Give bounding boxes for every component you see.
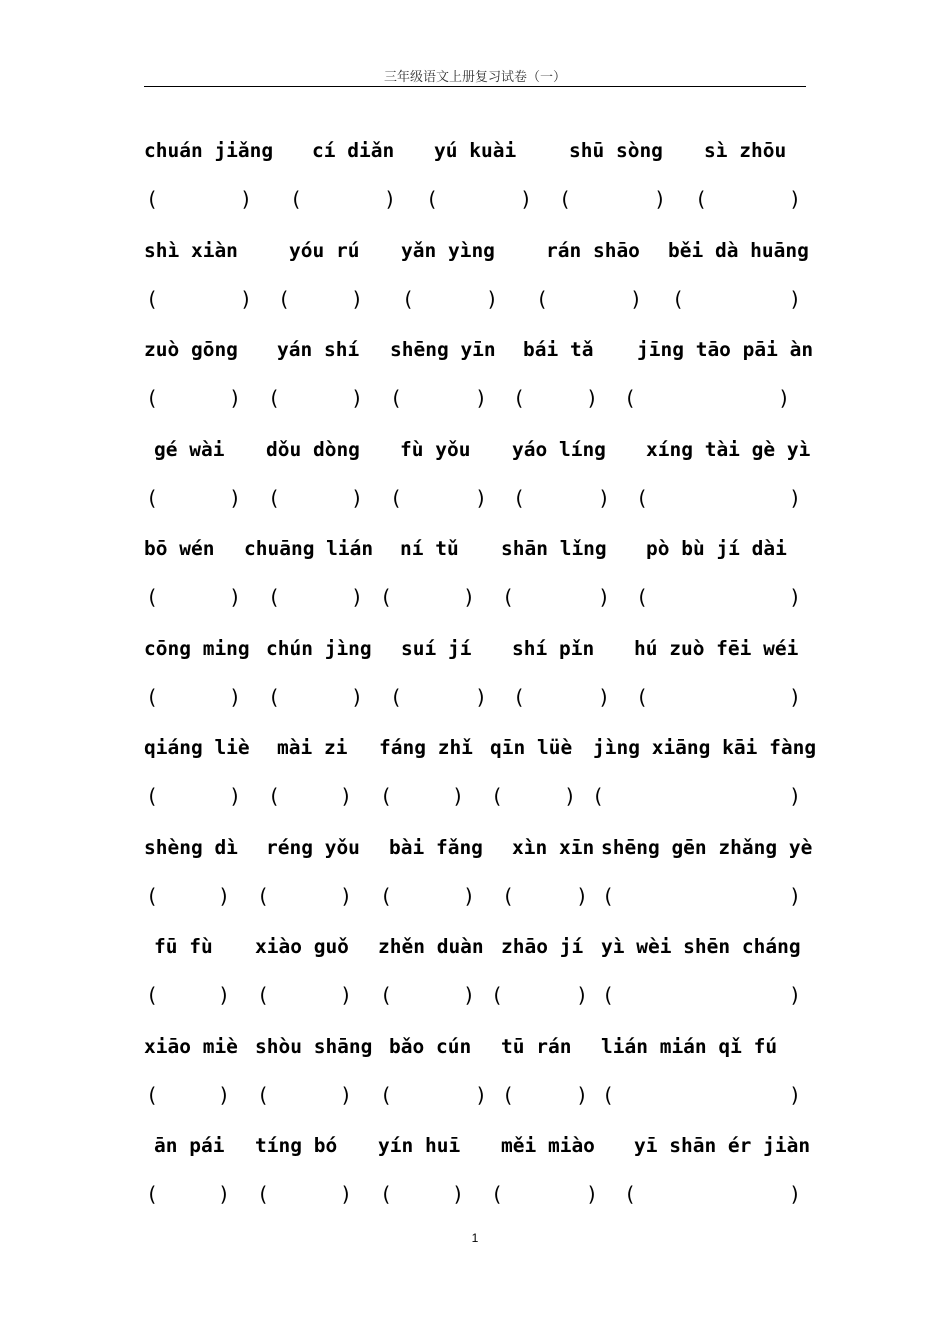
- close-paren: ): [351, 386, 364, 410]
- open-paren: (: [146, 486, 159, 510]
- pinyin-word: rán shāo: [546, 239, 640, 262]
- close-paren: ): [218, 983, 231, 1007]
- close-paren: ): [384, 187, 397, 211]
- close-paren: ): [351, 486, 364, 510]
- pinyin-word: yì wèi shēn cháng: [601, 935, 801, 958]
- close-paren: ): [229, 585, 242, 609]
- open-paren: (: [146, 386, 159, 410]
- open-paren: (: [146, 884, 159, 908]
- pinyin-word: fù yǒu: [400, 438, 471, 461]
- pinyin-word: zuò gōng: [144, 338, 238, 361]
- open-paren: (: [695, 187, 708, 211]
- close-paren: ): [789, 983, 802, 1007]
- pinyin-word: réng yǒu: [266, 836, 360, 859]
- open-paren: (: [602, 983, 615, 1007]
- answer-blank-row: [144, 484, 806, 512]
- pinyin-row: [144, 1033, 806, 1061]
- close-paren: ): [586, 386, 599, 410]
- pinyin-word: xiào guǒ: [255, 935, 349, 958]
- close-paren: ): [789, 685, 802, 709]
- close-paren: ): [463, 983, 476, 1007]
- close-paren: ): [229, 784, 242, 808]
- pinyin-word: běi dà huāng: [668, 239, 809, 262]
- close-paren: ): [229, 486, 242, 510]
- pinyin-word: fáng zhǐ: [379, 736, 473, 759]
- pinyin-word: shū sòng: [569, 139, 663, 162]
- close-paren: ): [789, 287, 802, 311]
- open-paren: (: [146, 585, 159, 609]
- pinyin-word: shēng yīn: [390, 338, 496, 361]
- open-paren: (: [380, 784, 393, 808]
- answer-blank-row: [144, 981, 806, 1009]
- close-paren: ): [240, 287, 253, 311]
- close-paren: ): [463, 585, 476, 609]
- open-paren: (: [257, 1083, 270, 1107]
- open-paren: (: [513, 486, 526, 510]
- open-paren: (: [268, 486, 281, 510]
- pinyin-word: xiāo miè: [144, 1035, 238, 1058]
- pinyin-word: yóu rú: [289, 239, 360, 262]
- pinyin-word: yán shí: [277, 338, 360, 361]
- open-paren: (: [380, 1182, 393, 1206]
- pinyin-word: ní tǔ: [400, 537, 459, 560]
- open-paren: (: [502, 585, 515, 609]
- open-paren: (: [513, 386, 526, 410]
- pinyin-word: jīng tāo pāi àn: [637, 338, 814, 361]
- close-paren: ): [452, 784, 465, 808]
- close-paren: ): [475, 386, 488, 410]
- answer-blank-row: [144, 285, 806, 313]
- close-paren: ): [486, 287, 499, 311]
- pinyin-word: tū rán: [501, 1035, 572, 1058]
- close-paren: ): [452, 1182, 465, 1206]
- close-paren: ): [789, 585, 802, 609]
- answer-blank-row: [144, 782, 806, 810]
- close-paren: ): [576, 884, 589, 908]
- header-rule: [144, 86, 806, 87]
- pinyin-word: lián mián qǐ fú: [601, 1035, 778, 1058]
- pinyin-word: pò bù jí dài: [646, 537, 787, 560]
- close-paren: ): [218, 1083, 231, 1107]
- pinyin-word: hú zuò fēi wéi: [634, 637, 799, 660]
- close-paren: ): [340, 1083, 353, 1107]
- open-paren: (: [672, 287, 685, 311]
- pinyin-word: qiáng liè: [144, 736, 250, 759]
- answer-blank-row: [144, 683, 806, 711]
- open-paren: (: [402, 287, 415, 311]
- answer-blank-row: [144, 1180, 806, 1208]
- pinyin-word: gé wài: [154, 438, 225, 461]
- open-paren: (: [390, 386, 403, 410]
- close-paren: ): [229, 685, 242, 709]
- open-paren: (: [268, 585, 281, 609]
- page-header-title: 三年级语文上册复习试卷（一）: [383, 70, 566, 85]
- open-paren: (: [290, 187, 303, 211]
- pinyin-word: cōng ming: [144, 637, 250, 660]
- pinyin-word: xíng tài gè yì: [646, 438, 811, 461]
- close-paren: ): [789, 1182, 802, 1206]
- pinyin-word: chuán jiǎng: [144, 139, 274, 162]
- open-paren: (: [146, 1182, 159, 1206]
- answer-blank-row: [144, 882, 806, 910]
- pinyin-row: [144, 436, 811, 464]
- close-paren: ): [789, 187, 802, 211]
- pinyin-row: [144, 1132, 811, 1160]
- answer-blank-row: [144, 384, 806, 412]
- open-paren: (: [513, 685, 526, 709]
- pinyin-word: xìn xīn: [512, 836, 595, 859]
- pinyin-word: mài zi: [277, 736, 348, 759]
- pinyin-word: yín huī: [378, 1134, 461, 1157]
- pinyin-word: chuāng lián: [244, 537, 374, 560]
- close-paren: ): [654, 187, 667, 211]
- pinyin-word: bài fǎng: [389, 836, 483, 859]
- pinyin-word: shēng gēn zhǎng yè: [601, 836, 813, 859]
- pinyin-row: [144, 635, 806, 663]
- close-paren: ): [576, 1083, 589, 1107]
- close-paren: ): [340, 884, 353, 908]
- open-paren: (: [146, 685, 159, 709]
- pinyin-word: sì zhōu: [704, 139, 787, 162]
- pinyin-row: [144, 336, 814, 364]
- pinyin-word: shòu shāng: [255, 1035, 373, 1058]
- open-paren: (: [146, 1083, 159, 1107]
- open-paren: (: [636, 585, 649, 609]
- open-paren: (: [380, 1083, 393, 1107]
- pinyin-word: fū fù: [154, 935, 213, 958]
- close-paren: ): [789, 486, 802, 510]
- pinyin-row: [144, 933, 806, 961]
- pinyin-word: dǒu dòng: [266, 438, 360, 461]
- open-paren: (: [559, 187, 572, 211]
- pinyin-word: chún jìng: [266, 637, 372, 660]
- page-number: 1: [471, 1231, 479, 1245]
- open-paren: (: [268, 386, 281, 410]
- close-paren: ): [475, 486, 488, 510]
- pinyin-word: bō wén: [144, 537, 215, 560]
- close-paren: ): [598, 585, 611, 609]
- pinyin-word: zhěn duàn: [378, 935, 484, 958]
- pinyin-word: jìng xiāng kāi fàng: [593, 736, 817, 759]
- open-paren: (: [380, 983, 393, 1007]
- pinyin-word: suí jí: [401, 637, 472, 660]
- open-paren: (: [624, 386, 637, 410]
- pinyin-word: bái tǎ: [523, 338, 594, 361]
- pinyin-word: zhāo jí: [501, 935, 584, 958]
- close-paren: ): [351, 287, 364, 311]
- open-paren: (: [502, 1083, 515, 1107]
- close-paren: ): [340, 1182, 353, 1206]
- open-paren: (: [491, 983, 504, 1007]
- open-paren: (: [602, 884, 615, 908]
- close-paren: ): [520, 187, 533, 211]
- close-paren: ): [630, 287, 643, 311]
- close-paren: ): [340, 983, 353, 1007]
- pinyin-word: yáo líng: [512, 438, 606, 461]
- close-paren: ): [789, 784, 802, 808]
- pinyin-word: yī shān ér jiàn: [634, 1134, 811, 1157]
- close-paren: ): [789, 1083, 802, 1107]
- close-paren: ): [586, 1182, 599, 1206]
- pinyin-row: [144, 734, 817, 762]
- open-paren: (: [146, 187, 159, 211]
- close-paren: ): [240, 187, 253, 211]
- open-paren: (: [592, 784, 605, 808]
- answer-blank-row: [144, 1081, 806, 1109]
- pinyin-word: ān pái: [154, 1134, 225, 1157]
- pinyin-word: cí diǎn: [312, 139, 395, 162]
- close-paren: ): [463, 884, 476, 908]
- close-paren: ): [576, 983, 589, 1007]
- open-paren: (: [602, 1083, 615, 1107]
- pinyin-word: shí pǐn: [512, 637, 595, 660]
- open-paren: (: [257, 983, 270, 1007]
- open-paren: (: [146, 784, 159, 808]
- pinyin-word: tíng bó: [255, 1134, 338, 1157]
- close-paren: ): [475, 685, 488, 709]
- pinyin-word: yǎn yìng: [401, 239, 495, 262]
- answer-blank-row: [144, 185, 806, 213]
- open-paren: (: [426, 187, 439, 211]
- pinyin-word: shì xiàn: [144, 239, 238, 262]
- open-paren: (: [268, 784, 281, 808]
- open-paren: (: [146, 287, 159, 311]
- open-paren: (: [278, 287, 291, 311]
- open-paren: (: [257, 1182, 270, 1206]
- pinyin-row: [144, 237, 809, 265]
- close-paren: ): [789, 884, 802, 908]
- open-paren: (: [390, 685, 403, 709]
- open-paren: (: [491, 784, 504, 808]
- open-paren: (: [491, 1182, 504, 1206]
- close-paren: ): [778, 386, 791, 410]
- close-paren: ): [229, 386, 242, 410]
- open-paren: (: [380, 884, 393, 908]
- close-paren: ): [475, 1083, 488, 1107]
- pinyin-word: měi miào: [501, 1134, 595, 1157]
- pinyin-row: [144, 137, 806, 165]
- open-paren: (: [268, 685, 281, 709]
- open-paren: (: [536, 287, 549, 311]
- close-paren: ): [340, 784, 353, 808]
- close-paren: ): [598, 486, 611, 510]
- open-paren: (: [257, 884, 270, 908]
- answer-blank-row: [144, 583, 806, 611]
- open-paren: (: [502, 884, 515, 908]
- close-paren: ): [218, 1182, 231, 1206]
- pinyin-word: shān lǐng: [501, 537, 607, 560]
- open-paren: (: [624, 1182, 637, 1206]
- pinyin-word: bǎo cún: [389, 1035, 472, 1058]
- pinyin-word: shèng dì: [144, 836, 238, 859]
- pinyin-word: yú kuài: [434, 139, 517, 162]
- pinyin-word: qīn lüè: [490, 736, 573, 759]
- open-paren: (: [380, 585, 393, 609]
- pinyin-row: [144, 834, 813, 862]
- open-paren: (: [636, 486, 649, 510]
- open-paren: (: [390, 486, 403, 510]
- close-paren: ): [598, 685, 611, 709]
- pinyin-row: [144, 535, 806, 563]
- close-paren: ): [351, 585, 364, 609]
- close-paren: ): [218, 884, 231, 908]
- open-paren: (: [146, 983, 159, 1007]
- close-paren: ): [351, 685, 364, 709]
- close-paren: ): [564, 784, 577, 808]
- open-paren: (: [636, 685, 649, 709]
